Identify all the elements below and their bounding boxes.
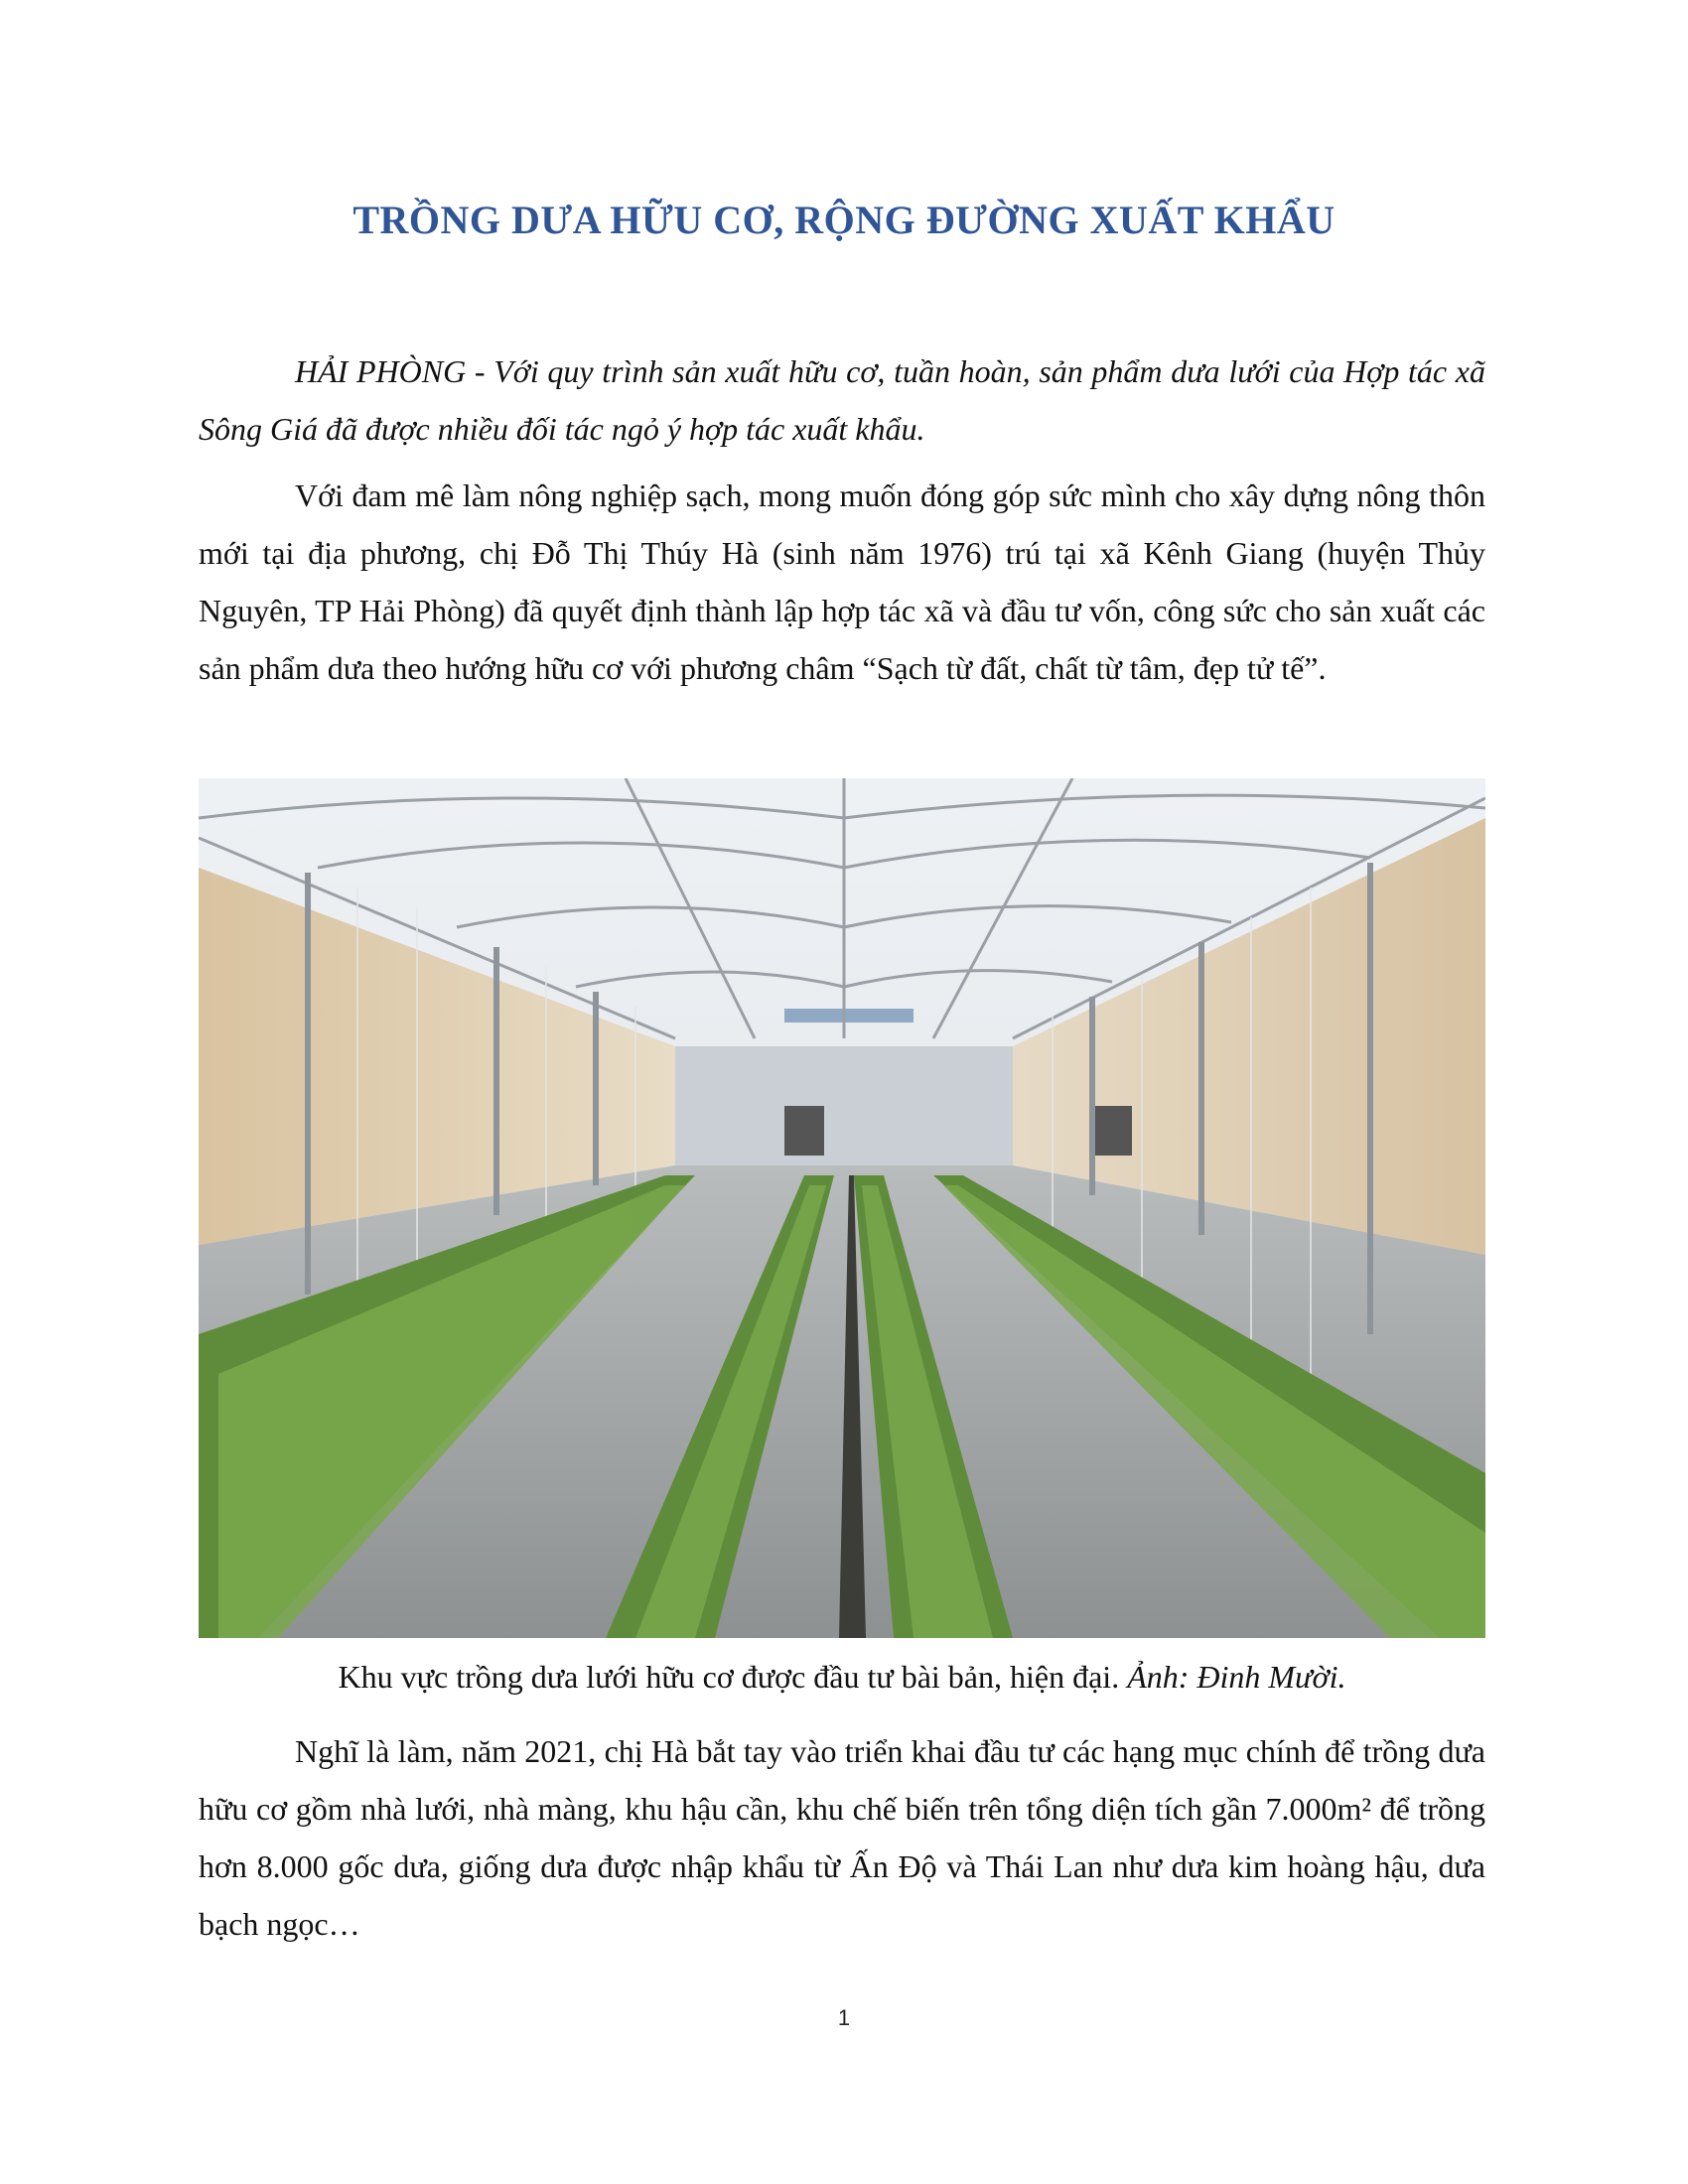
paragraph-1: Với đam mê làm nông nghiệp sạch, mong muốn đóng góp sức mình cho xây dựng nông thôn mới tại địa phương, chị Đỗ Thị Thúy Hà (sinh năm 1976) trú tại xã Kênh Giang (huyện Thủy Nguyên, TP Hải Phòng) đã quyết định thành lập hợp tác xã và đầu tư vốn, công sức cho sản xuất các sản phẩm dưa theo hướng hữu cơ với phương châm “Sạch từ đất, chất từ tâm, đẹp tử tế”. [199,478,1485,686]
caption-text: Khu vực trồng dưa lưới hữu cơ được đầu tư bài bản, hiện đại. [338,1659,1120,1695]
caption-credit: Ảnh: Đinh Mười. [1127,1659,1346,1695]
page-number: 1 [837,2005,851,2030]
lead-paragraph: HẢI PHÒNG - Với quy trình sản xuất hữu cơ, tuần hoàn, sản phẩm dưa lưới của Hợp tác xã Sông Giá đã được nhiều đối tác ngỏ ý hợp tác xuất khẩu. [199,353,1485,447]
paragraph-2: Nghĩ là làm, năm 2021, chị Hà bắt tay vào triển khai đầu tư các hạng mục chính để trồng dưa hữu cơ gồm nhà lưới, nhà màng, khu hậu cần, khu chế biến trên tổng diện tích gần 7.000m² để trồng hơn 8.000 gốc dưa, giống dưa được nhập khẩu từ Ấn Độ và Thái Lan như dưa kim hoàng hậu, dưa bạch ngọc… [199,1733,1485,1942]
article-title: TRỒNG DƯA HỮU CƠ, RỘNG ĐƯỜNG XUẤT KHẨU [352,198,1336,242]
greenhouse-photo [199,778,1485,1638]
photo-caption [199,1652,1485,1702]
